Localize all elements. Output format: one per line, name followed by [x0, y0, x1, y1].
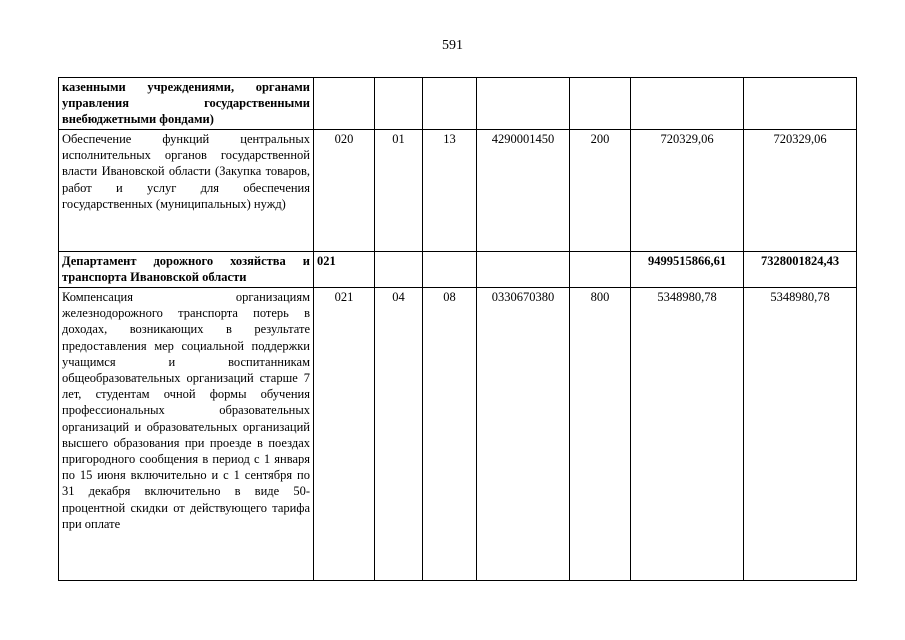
expense-type-code: 200	[570, 130, 631, 252]
amount-year-1: 5348980,78	[631, 288, 744, 581]
amount-year-1: 720329,06	[631, 130, 744, 252]
ministry-code: 020	[314, 130, 375, 252]
section-code	[375, 252, 423, 288]
ministry-code: 021	[314, 252, 375, 288]
subsection-code: 08	[423, 288, 477, 581]
subsection-code	[423, 78, 477, 130]
subsection-code	[423, 252, 477, 288]
amount-year-2: 7328001824,43	[744, 252, 857, 288]
target-article-code	[477, 78, 570, 130]
table-row	[59, 78, 857, 130]
target-article-code: 4290001450	[477, 130, 570, 252]
section-code: 04	[375, 288, 423, 581]
row-description: Компенсация организациям железнодорожного транспорта потерь в доходах, возникающих в результате предоставления мер социальной поддержки учащимся и воспитанникам общеобразовательных организаций старше 7 лет, студентам очной формы обучения профессиональных образовательных организаций и образовательных организаций высшего образования при проезде в поездах пригородного сообщения в период с 1 января по 15 июня включительно и с 1 сентября по 31 декабря включительно в виде 50-процентной скидки от действующего тарифа при оплате	[59, 288, 314, 581]
table-row	[59, 130, 857, 252]
amount-year-2	[744, 78, 857, 130]
target-article-code	[477, 252, 570, 288]
subsection-code: 13	[423, 130, 477, 252]
amount-year-1: 9499515866,61	[631, 252, 744, 288]
row-description: Департамент дорожного хозяйства и транспорта Ивановской области	[59, 252, 314, 288]
ministry-code: 021	[314, 288, 375, 581]
row-description: казенными учреждениями, органами управления государственными внебюджетными фондами)	[59, 78, 314, 130]
expense-type-code	[570, 78, 631, 130]
section-code	[375, 78, 423, 130]
amount-year-1	[631, 78, 744, 130]
budget-table	[58, 77, 857, 581]
table-row	[59, 252, 857, 288]
row-description: Обеспечение функций центральных исполнительных органов государственной власти Ивановской области (Закупка товаров, работ и услуг для обеспечения государственных (муниципальных) нужд)	[59, 130, 314, 252]
page-number: 591	[442, 38, 463, 53]
expense-type-code: 800	[570, 288, 631, 581]
expense-type-code	[570, 252, 631, 288]
amount-year-2: 720329,06	[744, 130, 857, 252]
amount-year-2: 5348980,78	[744, 288, 857, 581]
section-code: 01	[375, 130, 423, 252]
ministry-code	[314, 78, 375, 130]
table-row	[59, 288, 857, 581]
target-article-code: 0330670380	[477, 288, 570, 581]
